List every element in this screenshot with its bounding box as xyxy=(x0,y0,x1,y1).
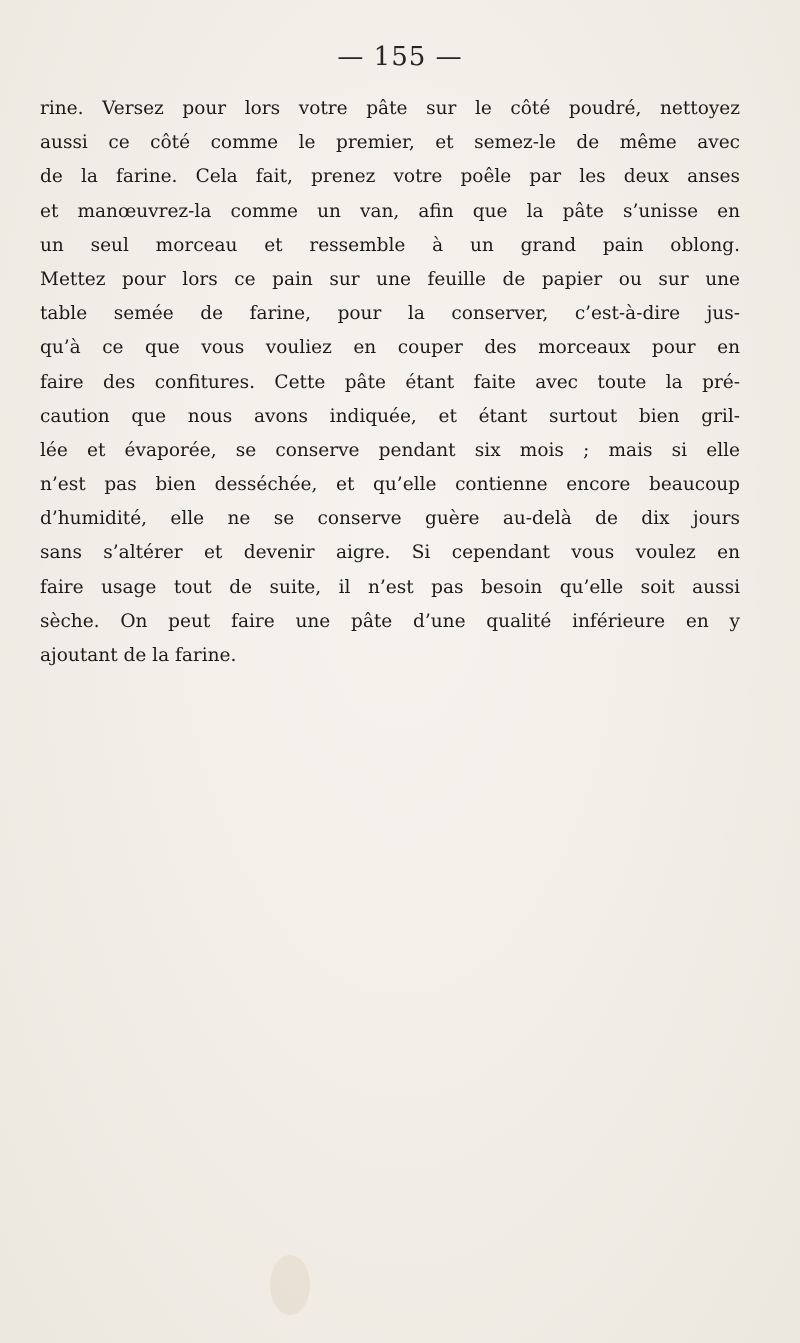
text-line: faire des confitures. Cette pâte étant faite avec toute la pré- xyxy=(40,371,740,393)
text-line: ajoutant de la farine. xyxy=(40,645,237,666)
text-line: sans s’altérer et devenir aigre. Si cependant vous voulez en xyxy=(40,542,740,564)
text-line: un seul morceau et ressemble à un grand pain oblong. xyxy=(40,234,740,256)
text-line: aussi ce côté comme le premier, et semez-le de même avec xyxy=(40,132,740,154)
text-line: table semée de farine, pour la conserver, c’est-à-dire jus- xyxy=(40,303,740,325)
body-text xyxy=(40,92,740,673)
text-line: Mettez pour lors ce pain sur une feuille de papier ou sur une xyxy=(40,268,740,290)
text-line: lée et évaporée, se conserve pendant six mois ; mais si elle xyxy=(40,439,740,461)
paper-stain xyxy=(270,1255,310,1315)
text-line: d’humidité, elle ne se conserve guère au-delà de dix jours xyxy=(40,508,740,530)
text-line: caution que nous avons indiquée, et étant surtout bien gril- xyxy=(40,405,740,427)
text-line: faire usage tout de suite, il n’est pas besoin qu’elle soit aussi xyxy=(40,576,740,598)
text-line: n’est pas bien desséchée, et qu’elle contienne encore beaucoup xyxy=(40,474,740,496)
text-line: et manœuvrez-la comme un van, afin que la pâte s’unisse en xyxy=(40,200,740,222)
text-line: sèche. On peut faire une pâte d’une qualité inférieure en y xyxy=(40,610,740,632)
page-number: — 155 — xyxy=(337,42,463,72)
text-line: qu’à ce que vous vouliez en couper des morceaux pour en xyxy=(40,337,740,359)
text-line: de la farine. Cela fait, prenez votre poêle par les deux anses xyxy=(40,166,740,188)
text-line: rine. Versez pour lors votre pâte sur le côté poudré, nettoyez xyxy=(40,98,740,119)
